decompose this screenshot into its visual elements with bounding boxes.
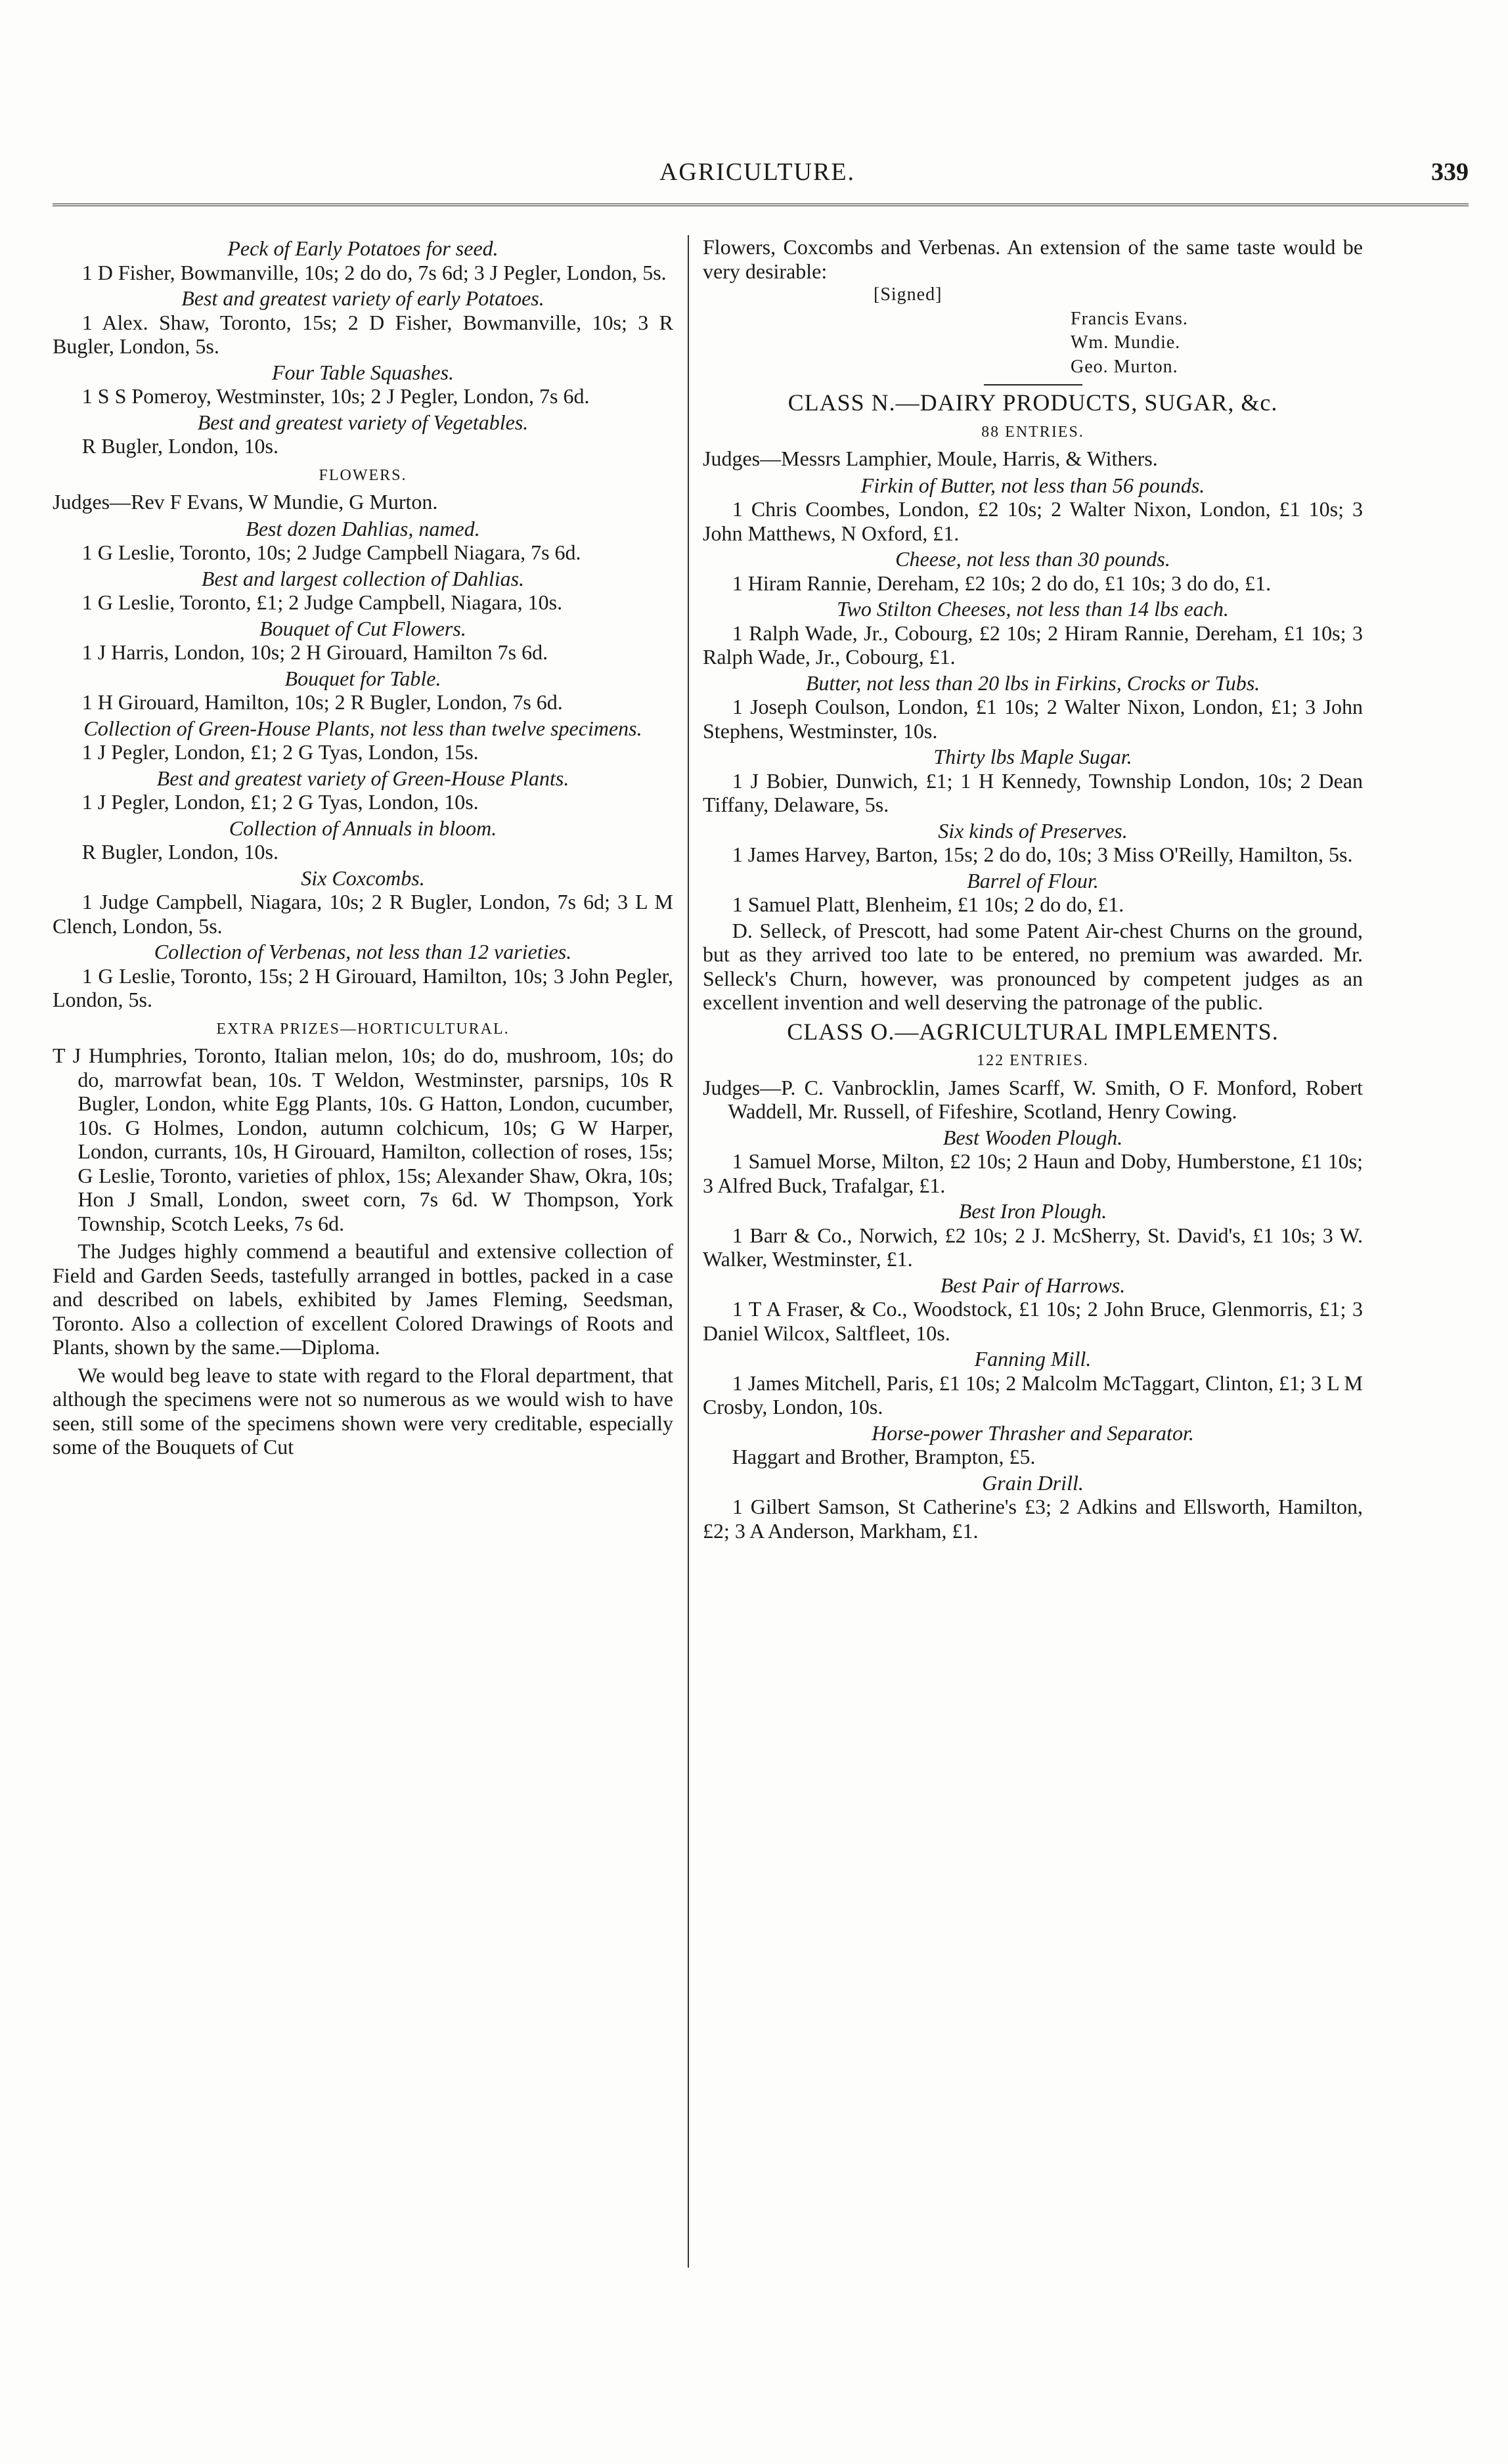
section-rule: [984, 384, 1082, 385]
class-heading: CLASS N.—DAIRY PRODUCTS, SUGAR, &c.: [787, 389, 1278, 416]
page-number: 339: [1431, 158, 1469, 186]
section-heading: Best and greatest variety of Vegetables.: [197, 410, 529, 434]
section-label: EXTRA PRIZES—HORTICULTURAL.: [216, 1020, 510, 1038]
entry: 1 G Leslie, Toronto, 15s; 2 H Girouard, Hamilton, 10s; 3 John Pegler, London, 5s.: [53, 963, 673, 1011]
signatory: Geo. Murton.: [1071, 356, 1178, 377]
entry: Judges—P. C. Vanbrocklin, James Scarff, W. Smith, O F. Monford, Robert Waddell, Mr. Russell, of Fifeshire, Scotland, Henry Cowing.: [703, 1075, 1363, 1123]
entry: 1 J Harris, London, 10s; 2 H Girouard, Hamilton 7s 6d.: [81, 640, 548, 664]
header-rule: [53, 204, 1469, 206]
section-heading: Firkin of Butter, not less than 56 pounds.: [860, 473, 1205, 497]
section-heading: Collection of Annuals in bloom.: [229, 816, 497, 840]
entry: 1 Gilbert Samson, St Catherine's £3; 2 Adkins and Ellsworth, Hamilton, £2; 3 A Anderson, Markham, £1.: [703, 1495, 1363, 1543]
section-heading: Best and greatest variety of early Potatoes.: [181, 286, 544, 310]
entry: 1 Barr & Co., Norwich, £2 10s; 2 J. McSherry, St. David's, £1 10s; 3 W. Walker, Westminster, £1.: [703, 1223, 1363, 1271]
section-heading: Grain Drill.: [982, 1470, 1084, 1495]
section-heading: Best dozen Dahlias, named.: [246, 516, 480, 540]
entry: D. Selleck, of Prescott, had some Patent Air-chest Churns on the ground, but as they arrived too late to be entered, no premium was awarded. Mr. Selleck's Churn, however, was pronounced by competent judges as an excellent invention and well deserving the patronage of the public.: [703, 918, 1363, 1014]
running-head: AGRICULTURE.: [659, 158, 856, 186]
class-heading: CLASS O.—AGRICULTURAL IMPLEMENTS.: [787, 1018, 1279, 1045]
entry: 1 Judge Campbell, Niagara, 10s; 2 R Bugler, London, 7s 6d; 3 L M Clench, London, 5s.: [53, 890, 673, 938]
section-heading: Bouquet for Table.: [284, 666, 441, 690]
entry: 1 T A Fraser, & Co., Woodstock, £1 10s; 2 John Bruce, Glenmorris, £1; 3 Daniel Wilcox, Saltfleet, 10s.: [703, 1297, 1363, 1345]
entry: 1 S S Pomeroy, Westminster, 10s; 2 J Pegler, London, 7s 6d.: [81, 384, 590, 408]
section-heading: Barrel of Flour.: [967, 868, 1099, 892]
continued-text: Flowers, Coxcombs and Verbenas. An extension of the same taste would be very desirable:: [703, 235, 1363, 283]
section-heading: Four Table Squashes.: [271, 360, 455, 384]
section-heading: Peck of Early Potatoes for seed.: [227, 236, 499, 260]
entry: Haggart and Brother, Brampton, £5.: [732, 1445, 1036, 1468]
entry: R Bugler, London, 10s.: [81, 840, 278, 864]
section-heading: Cheese, not less than 30 pounds.: [895, 547, 1170, 571]
entry: 1 J Pegler, London, £1; 2 G Tyas, London, 15s.: [81, 740, 479, 764]
section-label: 122 ENTRIES.: [977, 1052, 1089, 1069]
section-label: 88 ENTRIES.: [981, 423, 1084, 441]
section-heading: Six kinds of Preserves.: [938, 818, 1128, 843]
entry: 1 Chris Coombes, London, £2 10s; 2 Walter Nixon, London, £1 10s; 3 John Matthews, N Oxford, £1.: [703, 497, 1363, 545]
signatory: Francis Evans.: [1071, 308, 1188, 329]
entry: 1 Hiram Rannie, Dereham, £2 10s; 2 do do, £1 10s; 3 do do, £1.: [732, 571, 1272, 595]
judges-line: Judges—Rev F Evans, W Mundie, G Murton.: [53, 490, 438, 514]
entry: 1 G Leslie, Toronto, 10s; 2 Judge Campbell Niagara, 7s 6d.: [81, 540, 581, 564]
entry: 1 H Girouard, Hamilton, 10s; 2 R Bugler, London, 7s 6d.: [81, 690, 563, 714]
entry: T J Humphries, Toronto, Italian melon, 10s; do do, mushroom, 10s; do do, marrowfat bean, 10s. T Weldon, Westminster, parsnips, 10s R Bugler, London, white Egg Plants, 10s. G Hatton, London, cucumber, 10s. G Holmes, London, autumn colchicum, 10s; G W Harper, London, currants, 10s, H Girouard, Hamilton, collection of roses, 15s; G Leslie, Toronto, varieties of phlox, 15s; Alexander Shaw, Okra, 10s; Hon J Small, London, sweet corn, 7s 6d. W Thompson, York Township, Scotch Leeks, 7s 6d.: [53, 1044, 673, 1235]
left-column: [53, 235, 673, 1463]
paragraph: We would beg leave to state with regard to the Floral department, that although the specimens were not so numerous as we would wish to have seen, still some of the specimens shown were very creditable, especially some of the Bouquets of Cut: [53, 1363, 673, 1459]
judges-line: Judges—Messrs Lamphier, Moule, Harris, & Withers.: [703, 447, 1158, 470]
page-header: [46, 158, 1469, 204]
section-heading: Fanning Mill.: [974, 1347, 1092, 1371]
section-heading: Thirty lbs Maple Sugar.: [933, 745, 1132, 768]
section-heading: Collection of Green-House Plants, not less than twelve specimens.: [83, 716, 642, 740]
column-divider: [688, 235, 689, 2268]
signatory: Wm. Mundie.: [1071, 332, 1181, 353]
entry: 1 Samuel Platt, Blenheim, £1 10s; 2 do do, £1.: [732, 892, 1124, 916]
section-heading: Best Pair of Harrows.: [940, 1273, 1126, 1297]
entry: 1 G Leslie, Toronto, £1; 2 Judge Campbell, Niagara, 10s.: [81, 590, 563, 614]
section-heading: Best Iron Plough.: [958, 1199, 1107, 1223]
section-heading: Bouquet of Cut Flowers.: [259, 616, 466, 640]
section-heading: Best and greatest variety of Green-House Plants.: [156, 766, 569, 790]
entry: 1 James Mitchell, Paris, £1 10s; 2 Malcolm McTaggart, Clinton, £1; 3 L M Crosby, London, 10s.: [703, 1371, 1363, 1419]
entry: 1 Joseph Coulson, London, £1 10s; 2 Walter Nixon, London, £1; 3 John Stephens, Westminster, 10s.: [703, 695, 1363, 743]
entry: R Bugler, London, 10s.: [81, 434, 278, 458]
paragraph: The Judges highly commend a beautiful and extensive collection of Field and Garden Seeds, tastefully arranged in bottles, packed in a case and described on labels, exhibited by James Fleming, Seedsman, Toronto. Also a collection of excellent Colored Drawings of Roots and Plants, shown by the same.—Diploma.: [53, 1239, 673, 1359]
entry: 1 Alex. Shaw, Toronto, 15s; 2 D Fisher, Bowmanville, 10s; 3 R Bugler, London, 5s.: [53, 310, 673, 358]
entry: 1 Ralph Wade, Jr., Cobourg, £2 10s; 2 Hiram Rannie, Dereham, £1 10s; 3 Ralph Wade, Jr., Cobourg, £1.: [703, 621, 1363, 669]
right-column: [703, 235, 1363, 1545]
entry: 1 Samuel Morse, Milton, £2 10s; 2 Haun and Doby, Humberstone, £1 10s; 3 Alfred Buck, Trafalgar, £1.: [703, 1149, 1363, 1197]
section-heading: Best Wooden Plough.: [943, 1125, 1123, 1149]
entry: 1 D Fisher, Bowmanville, 10s; 2 do do, 7s 6d; 3 J Pegler, London, 5s.: [81, 260, 667, 284]
section-heading: Butter, not less than 20 lbs in Firkins, Crocks or Tubs.: [805, 671, 1260, 695]
section-heading: Horse-power Thrasher and Separator.: [872, 1420, 1194, 1445]
section-label: FLOWERS.: [319, 466, 407, 484]
section-heading: Best and largest collection of Dahlias.: [201, 566, 525, 590]
entry: 1 J Pegler, London, £1; 2 G Tyas, London, 10s.: [81, 790, 479, 814]
section-heading: Collection of Verbenas, not less than 12 varieties.: [154, 940, 572, 963]
signed-label: [Signed]: [874, 284, 943, 305]
right-column-body: [703, 391, 1363, 1543]
entry: 1 J Bobier, Dunwich, £1; 1 H Kennedy, Township London, 10s; 2 Dean Tiffany, Delaware, 5s.: [703, 768, 1363, 816]
section-heading: Six Coxcombs.: [301, 866, 425, 890]
entry: 1 James Harvey, Barton, 15s; 2 do do, 10s; 3 Miss O'Reilly, Hamilton, 5s.: [732, 843, 1353, 866]
section-heading: Two Stilton Cheeses, not less than 14 lbs each.: [837, 597, 1229, 621]
